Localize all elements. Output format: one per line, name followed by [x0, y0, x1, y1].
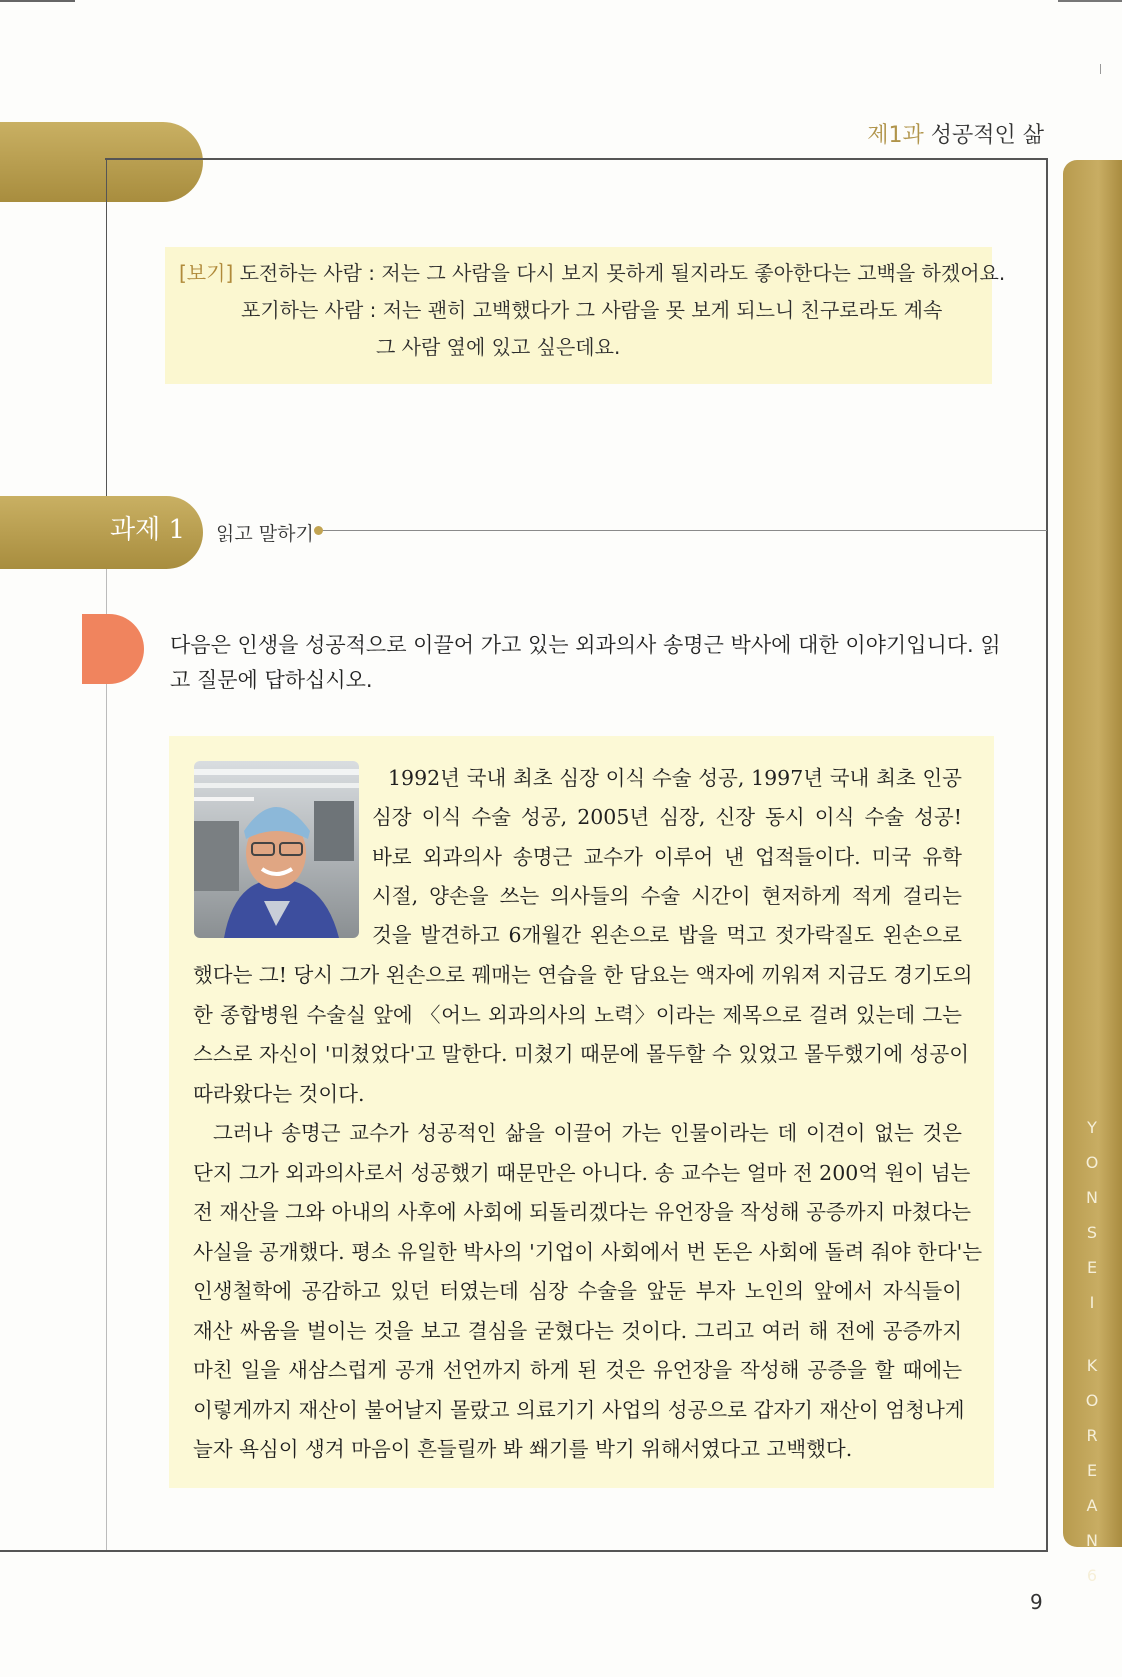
reading-line: 전 재산을 그와 아내의 사후에 사회에 되돌리겠다는 유언장을 작성해 공증까지 마쳤다는	[193, 1200, 972, 1224]
page-number: 9	[1030, 1590, 1043, 1614]
example-text-1: 도전하는 사람 : 저는 그 사람을 다시 보지 못하게 될지라도 좋아한다는 고백을 하겠어요.	[239, 261, 1006, 285]
side-band-letter: O	[1085, 1391, 1100, 1410]
side-band-letter: I	[1089, 1293, 1096, 1312]
side-band-letter: 6	[1086, 1566, 1099, 1585]
side-band-letter: O	[1085, 1153, 1100, 1172]
side-band-letter: N	[1086, 1188, 1099, 1207]
side-band-letter: A	[1086, 1496, 1099, 1515]
example-tag: [보기]	[179, 261, 234, 285]
portrait-photo-icon	[194, 761, 359, 938]
side-band-letter: E	[1086, 1258, 1099, 1277]
corner-line	[0, 0, 75, 2]
reading-line: 사실을 공개했다. 평소 유일한 박사의 '기업이 사회에서 번 돈은 사회에 돌려 줘야 한다'는	[193, 1240, 983, 1264]
side-band-letter: N	[1086, 1531, 1099, 1550]
reading-line: 단지 그가 외과의사로서 성공했기 때문만은 아니다. 송 교수는 얼마 전 200억 원이 넘는	[193, 1161, 971, 1185]
reading-line: 바로 외과의사 송명근 교수가 이루어 낸 업적들이다. 미국 유학	[372, 845, 962, 869]
task-dot	[314, 526, 323, 535]
reading-line: 재산 싸움을 벌이는 것을 보고 결심을 굳혔다는 것이다. 그리고 여러 해 전에 공증까지	[193, 1319, 962, 1343]
reading-line: 따라왔다는 것이다.	[193, 1082, 365, 1106]
instruction-text: 다음은 인생을 성공적으로 이끌어 가고 있는 외과의사 송명근 박사에 대한 이야기입니다. 읽고 질문에 답하십시오.	[170, 633, 1001, 692]
side-band-letter: S	[1086, 1223, 1099, 1242]
reading-line: 마친 일을 새삼스럽게 공개 선언까지 하게 된 것은 유언장을 작성해 공증을 할 때에는	[193, 1358, 962, 1382]
frame-border-right	[1046, 158, 1048, 1551]
example-line-2: 포기하는 사람 : 저는 괜히 고백했다가 그 사람을 못 보게 되느니 친구로라도 계속	[241, 298, 943, 322]
lesson-title: 성공적인 삶	[930, 123, 1044, 148]
frame-border-top	[105, 158, 1047, 160]
side-band-letter: R	[1086, 1426, 1099, 1445]
frame-border-left	[106, 160, 107, 500]
side-band-letter: K	[1086, 1356, 1099, 1375]
frame-border-bottom	[0, 1550, 1048, 1552]
task-subtitle: 읽고 말하기	[216, 523, 314, 545]
portrait-photo	[194, 761, 359, 938]
reading-line: 한 종합병원 수술실 앞에 〈어느 외과의사의 노력〉이라는 제목으로 걸려 있는데 그는	[193, 1003, 962, 1027]
lesson-number: 제1과	[867, 123, 924, 148]
header-gold-tab	[0, 122, 203, 202]
example-line-1	[179, 257, 1005, 286]
instruction-marker	[82, 614, 144, 684]
example-box	[165, 247, 1006, 384]
reading-line: 1992년 국내 최초 심장 이식 수술 성공, 1997년 국내 최초 인공	[388, 766, 962, 790]
reading-line: 이렇게까지 재산이 불어날지 몰랐고 의료기기 사업의 성공으로 갑자기 재산이 엄청나게	[193, 1398, 965, 1422]
frame-border-left-lower	[106, 568, 107, 1550]
reading-line: 스스로 자신이 '미쳤었다'고 말한다. 미쳤기 때문에 몰두할 수 있었고 몰두했기에 성공이	[193, 1042, 970, 1066]
side-band-letter: E	[1086, 1461, 1099, 1480]
lesson-header	[867, 118, 1044, 149]
reading-line: 인생철학에 공감하고 있던 터였는데 심장 수술을 앞둔 부자 노인의 앞에서 자식들이	[193, 1279, 962, 1303]
task-rule	[322, 530, 1047, 531]
reading-line: 것을 발견하고 6개월간 왼손으로 밥을 먹고 젓가락질도 왼손으로	[372, 923, 962, 947]
task-label: 과제 1	[110, 515, 186, 545]
reading-line: 시절, 양손을 쓰는 의사들의 수술 시간이 현저하게 적게 걸리는	[372, 884, 962, 908]
side-band-letters	[1063, 1118, 1122, 1585]
reading-line: 늘자 욕심이 생겨 마음이 흔들릴까 봐 쐐기를 박기 위해서였다고 고백했다.	[193, 1437, 853, 1461]
reading-line: 심장 이식 수술 성공, 2005년 심장, 신장 동시 이식 수술 성공!	[372, 805, 962, 829]
crop-mark	[1100, 64, 1101, 74]
example-line-3: 그 사람 옆에 있고 싶은데요.	[376, 335, 621, 359]
corner-line	[1058, 0, 1122, 2]
side-band-letter: Y	[1087, 1118, 1098, 1137]
reading-line: 했다는 그! 당시 그가 왼손으로 꿰매는 연습을 한 담요는 액자에 끼워져 지금도 경기도의	[193, 963, 973, 987]
reading-line: 그러나 송명근 교수가 성공적인 삶을 이끌어 가는 인물이라는 데 이견이 없는 것은	[213, 1121, 962, 1145]
